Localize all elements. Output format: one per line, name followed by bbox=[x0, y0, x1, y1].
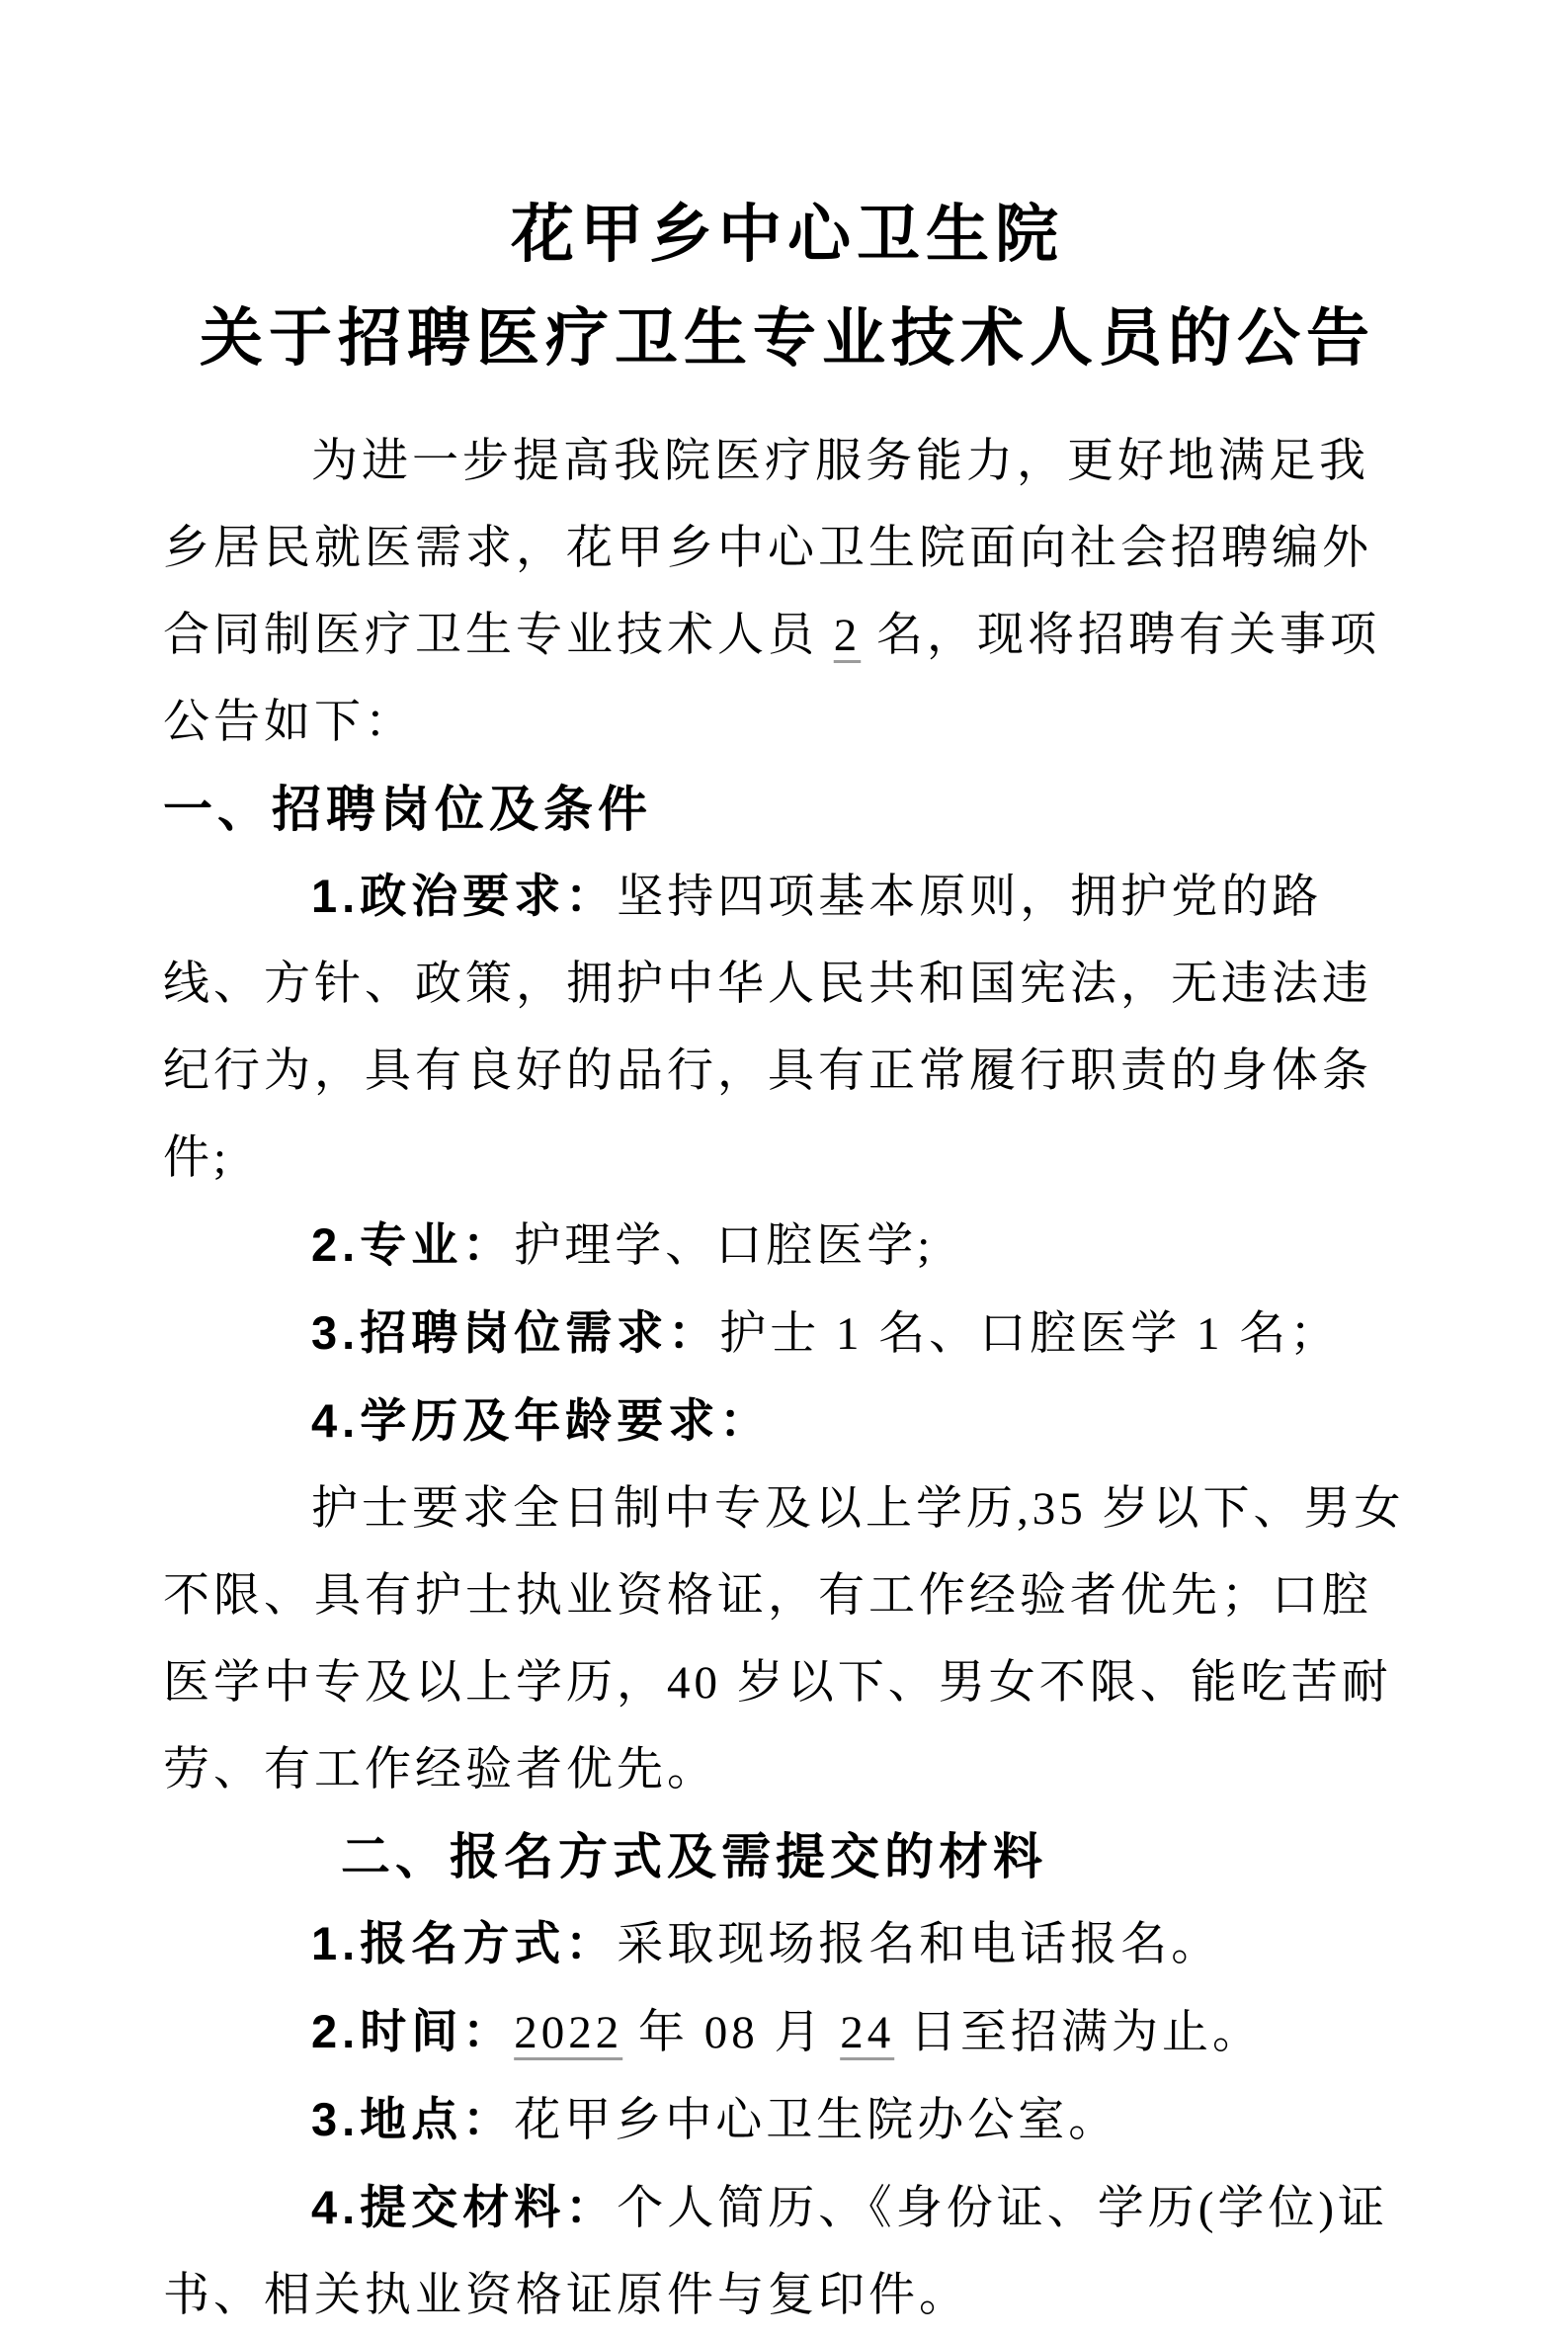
item-lead-positions: 3.招聘岗位需求： bbox=[311, 1306, 720, 1359]
item-lead-materials: 4.提交材料： bbox=[311, 2181, 618, 2233]
item-body-materials: 个人简历、《身份证、学历(学位)证书、相关执业资格证原件与复印件。 bbox=[163, 2183, 1389, 2321]
time-year-number: 2022 bbox=[514, 2007, 623, 2058]
item-body-location: 花甲乡中心卫生院办公室。 bbox=[514, 2095, 1119, 2146]
time-tail-text: 日至招满为止。 bbox=[894, 2007, 1263, 2058]
section2-item-time bbox=[163, 1988, 1412, 2076]
time-day-number: 24 bbox=[840, 2007, 895, 2058]
section2-item-materials bbox=[163, 2164, 1412, 2339]
time-middle-text: 年 08 月 bbox=[622, 2007, 841, 2058]
section1-heading: 一、招聘岗位及条件 bbox=[163, 782, 652, 837]
item-lead-political: 1.政治要求： bbox=[311, 870, 618, 922]
section1-item-major bbox=[163, 1202, 1412, 1290]
item-lead-method: 1.报名方式： bbox=[311, 1917, 618, 1969]
section1-item-political bbox=[163, 853, 1412, 1202]
item-lead-major: 2.专业： bbox=[311, 1218, 515, 1271]
item-body-positions: 护士 1 名、口腔医学 1 名； bbox=[719, 1308, 1341, 1360]
intro-paragraph bbox=[163, 418, 1412, 766]
position-count-number: 2 bbox=[833, 610, 862, 661]
intro-text-tail: 名，现将招聘有关事项公告如下： bbox=[163, 610, 1380, 748]
item-lead-education: 4.学历及年龄要求： bbox=[311, 1394, 772, 1447]
section2-heading: 二、报名方式及需提交的材料 bbox=[341, 1829, 1047, 1884]
section1-item-education bbox=[163, 1378, 1412, 1465]
item-body-major: 护理学、口腔医学; bbox=[514, 1220, 935, 1272]
item-body-political: 坚持四项基本原则，拥护党的路线、方针、政策，拥护中华人民共和国宪法，无违法违纪行为，具有良好的品行，具有正常履行职责的身体条件; bbox=[163, 872, 1372, 1184]
item-lead-time: 2.时间： bbox=[311, 2005, 515, 2057]
section2-item-method bbox=[163, 1900, 1412, 1988]
document-title-line2: 关于招聘医疗卫生专业技术人员的公告 bbox=[200, 302, 1375, 374]
document-title-line1: 花甲乡中心卫生院 bbox=[511, 199, 1064, 270]
section1-item-positions bbox=[163, 1290, 1412, 1378]
section2-item-location bbox=[163, 2076, 1412, 2164]
item-lead-location: 3.地点： bbox=[311, 2093, 515, 2145]
intro-text-head: 为进一步提高我院医疗服务能力，更好地满足我乡居民就医需求，花甲乡中心卫生院面向社会招聘编外合同制医疗卫生专业技术人员 bbox=[163, 436, 1372, 661]
item-body-method: 采取现场报名和电话报名。 bbox=[617, 1919, 1222, 1970]
requirements-paragraph: 护士要求全日制中专及以上学历,35 岁以下、男女不限、具有护士执业资格证，有工作经验者优先；口腔医学中专及以上学历，40 岁以下、男女不限、能吃苦耐劳、有工作经验者优先。 bbox=[163, 1483, 1405, 1796]
